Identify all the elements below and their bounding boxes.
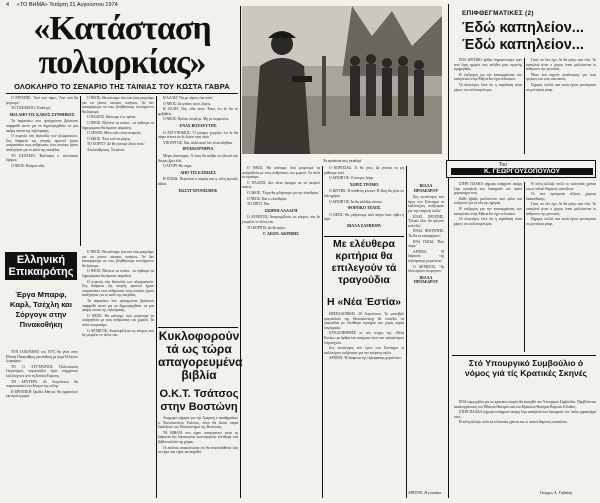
subhead: ΦΟΙΝΙΚΟ ΤΕΛΟΣ [347,205,381,211]
paragraph: ΤΟΝ ΙΑΝΟΥΑΡΙΟ του 1975, θα γίνει στην Εθνική Πινακοθήκη μια έκθεση με έργα Ελλήνων ζωγράφων. [6,350,78,364]
paragraph: Μέρες διασποράς. Ο λαός θα ανέβει στο βουνό και θα μας βρει εδώ. [158,153,238,163]
paragraph: Ο ΝΕΟΣ: Κόσμου εδώ. [11,163,46,168]
paragraph: Σήμερα, πολλά από αυτά έχουν μετατραπεί σε μοντέρνα μπαρ. [526,82,596,92]
paragraph: Γιατί, αν δεν έχω, δε θα φύγω από εδώ. Το καπηλειό ήταν ο χώρος όπου μαζεύονταν οι άνθρωποι της γειτονιάς. [526,202,596,216]
paragraph: Τα παρακάτω που προέρχονται βρίσκουν παραμύθι αυτοί για να δημιουργηθούν σε μια ακόμη ταινία της τηλεόρασης. [6,119,78,133]
paragraph: Ο ΚΟΡΙΤΣΑΣ: Τι θα γίνει; Δε γίνεται να μη μάθουμε ποτέ. [324,166,404,175]
paragraph: ΤΟ Ο ΣΥΓΧΡΟΝΟΣ Πολιτιστικός Οργανισμός παρουσιάζει έργα σύγχρονων καλλιτεχνών από τη Δυτική Ευρώπη. [6,364,78,378]
paragraph: Ο στρατός στη δυσκολία των αξιωματικών. Στη διάρκεια της σκηνής αρκετοί έχουν υπερασπίσει τους ανθρώπους τους οποίους έχουν αναζητήσει για το καλό της πατρίδας. [6,134,78,152]
paragraph: ΣΤΗΝ ΠΛΑΚΑ σήμερα υπάρχουν ακόμη λίγα καπηλειά που διατηρούν τον παλιό χαρακτήρα τους. [454,182,522,196]
paragraph: Ο ΝΕΟΣ: Θα κάνουμε όσο και όσα μπορούμε για να γίνουν κάποιες κινήσεις. Αν δεν καταφέρουμε να τους βοηθήσουμε τουλάχιστον θα ξέρουμε. [82,250,154,268]
paragraph: Ο ΙΔΙΟΣ: 'Έτσι εσύ να φύγεις.' [87,136,132,141]
byline-name: Κ. ΓΕΩΡΓΟΥΣΟΠΟΥΛΟΥ [451,168,593,175]
paragraph: Η πόλη άλλαξε πολύ τα τελευταία χρόνια και οι παλιοί θαμώνες σπανίζουν. [526,182,596,191]
paragraph: ΤΟ ΣΧΟΛΕΙΟ: 'Καλύτερα ο τελευταίος δρόμος.' [6,153,78,163]
paragraph: Ο ΠΑΛΙΟΣ: Κάνουμε ό,τι πρέπει. [87,115,137,120]
paragraph: ΕΝΑΣ ΕΡΓΑΤΗΣ: 'Τελικά όλοι θα φύγουν από εδώ.' [408,214,444,228]
lead-column-2 [82,96,154,246]
subhead: ΧΩΡΙΣ ΤΡΟΜΟ [349,181,379,187]
divider [452,355,596,356]
paragraph: ΤΟ ΤΑΞΙΜΑΤΟ: 'Καλά μη.' [11,106,52,111]
masthead-date: «ΤΟ ΒΗΜΑ» Τετάρτη 21 Αυγούστου 1974 [16,2,118,8]
paragraph: Ο ΑΓΟΡΙ: Θα πάμε; [163,164,193,169]
page-number: 4 [6,2,10,8]
paragraph: ΤΗ ΔΕΥΤΕΡΑ 26 Αυγούστου θα παρουσιαστεί στο θέατρο της πόλης. [6,379,78,389]
lead-title-line2: πολιορκίας» [38,44,206,81]
paragraph: Ο ΑΡΧΗΓΟΣ: Δε θα αλλάξει τίποτα. [329,199,383,204]
paragraph: ΚΥΚΛΟΦΟΡΗΣΕ το νέο τεύχος της «Νέας Εστίας» με άρθρα και ποιήματα νέων και παλαιότερων λογοτεχνών. [324,331,404,345]
side-article-title: Έργα Μπαρφ, Καρλ, Τσέχλη και Σόργογκ στην Πινακοθήκη [10,290,72,329]
side-article-body [6,350,78,498]
paragraph: Οι ιδιοκτήτες λένε ότι η παράδοση είναι μέρος του πολιτισμού μας. [454,82,522,92]
paragraph: ΕΝΑ ΚΡΙΤΙΚΟ άρθρο δημοσιεύτηκε πριν από λίγες ημέρες στις σελίδες μιας πρωινής εφημερίδας. [454,58,522,72]
epif-byline [446,160,596,178]
paragraph: Ο ΝΕΟΣ: Και τι ελευθερία; [247,196,287,201]
paragraph: ΥΠΟΥΡΓΟΣ: Ναι, αλλά αυτό δεν είναι αλήθεια. [163,140,234,145]
soldiers-photo-image [242,6,442,154]
lead-title-line1: «Κατάσταση [33,10,211,47]
middle-column [408,182,444,498]
paragraph: Στη συνάντηση που έγινε στο Σύνταγμα οι καλλιτέχνες συζήτησαν για την επόμενη σεζόν. [324,346,404,355]
paragraph: Ο ΝΕΟΣ: Θα μιλήσουμε πάλι αύριο όταν έρθει η ώρα. [324,212,404,222]
songs-body [324,312,404,498]
lead-subtitle: ΟΛΟΚΛΗΡΟ ΤΟ ΣΕΝΑΡΙΟ ΤΗΣ ΤΑΙΝΙΑΣ ΤΟΥ ΚΩΣΤΑ ΓΑΒΡΑ [14,82,230,91]
paragraph: Ο ΝΕΟΣ: Θα κάνουμε όσο και όσα μπορούμε για να γίνουν κάποιες κινήσεις. Αν δεν καταφέρουμε να τους βοηθήσουμε τουλάχιστον θα ξέρουμε. [82,96,154,114]
lead-column-5 [324,166,404,234]
paragraph: ΕΝΑ ΠΑΙΔΙ: 'Πού πάμε;' [408,239,444,249]
column-rule [448,4,449,498]
subhead: ΕΚΣΥΓΧΡΟΝΙΣΜΟΣ [178,187,218,193]
paragraph: Στη συνάντηση που έγινε στο Σύνταγμα οι καλλιτέχνες συζήτησαν για την επόμενη σεζόν. [408,195,444,213]
paragraph: Η συζήτηση για την επανεμφάνιση των καπηλειών στην Αθήνα δεν έχει τελειώσει. [454,72,522,82]
epif-title [462,20,596,54]
epif-section-label: ΕΠΙΦΘΕΓΜΑΤΙΚΕΣ (2) [462,10,534,17]
subhead: ΣΚΗΝΗ ΑΛΛΑΓΗ [264,207,298,213]
paragraph: Γιατί, αν δεν έχω, δε θα φύγω από εδώ. Το καπηλειό ήταν ο χώρος όπου μαζεύονταν οι άνθρωποι της γειτονιάς. [526,58,596,72]
paragraph: ΘΕΣΣΑΛΟΝΙΚΗ, 20 Αυγούστου. Το φεστιβάλ τραγουδιού της Θεσσαλονίκης θα επιλέξει τα τραγούδια με ελεύθερα κριτήρια και χωρίς καμία λογοκρισία. [324,312,404,330]
paragraph: ΤΟ ΧΟΡΤΟ: 'Δε θα γίνουμε ξένοι ποτέ.' [87,142,145,147]
paragraph: ΕΝΑ νομοσχέδιο για τις κρατικές σκηνές θα εισαχθεί στο Υπουργικό Συμβούλιο. Προβλέπεται αναδιοργάνωση του Εθνικού Θεάτρου και του Κρατικού Θεάτρου Βορείου Ελλάδος. [454,400,596,409]
paragraph: Ο ΝΕΟΣ: Βλέπετε τα σπίτια... αν έρθουμε τα ξημερώματα θα είμαστε ασφαλείς. [82,120,154,130]
paragraph: Ο ΑΣΤΥΝΟΜΟΣ: 'Ο κόσμος γνωρίζει ότι δε θα πάρει τίποτα αν δε δώσει κάτι πίσω.' [158,130,238,140]
subhead: ΜΙΑ ΑΠΟ ΤΙΣ ΚΑΚΕΣ ΣΥΝΘΗΚΕΣ [9,111,75,117]
paragraph: Ήταν ένα σημείο συνάντησης για τους εργάτες και τους ναυτικούς. [526,72,596,82]
minister-headline: Στό Υπουργικό Συμβούλιο ό νόμος γιά τίς Κρατικές Σκηνές [464,358,588,378]
epif-title-line1: Έδώ καπηλείον... [462,20,584,36]
paragraph: Αναχωρεί σήμερα για την Αμερική ο ακαδημαϊκός κ. Κωνσταντίνος Τσάτσος, όπου θα δώσει σειρά διαλέξεων στο Πανεπιστήμιο της Βοστώνης. [158,416,238,430]
paragraph: Ο ΚΡΙΤΗΣ: Η υπόθεση κλείνει. Η δίκη θα γίνει σε δύο ημέρες. [324,189,404,198]
subhead: ΒΙΛΛΑ ΣΑΜΠΟΡΑ [347,222,381,228]
epif-body-below-left [454,182,522,354]
paragraph: Ο ΝΕΟΣ: Θα κάνουμε όσα μπορούμε να συζητηθούν με τους ανθρώπους του χωριού. Τα όπλα τα κρατάμε. [242,166,320,180]
paragraph: Ο ΑΡΧΗΓΟΣ: Αναγνωρίζεται ως κόσμος που δε γνωρίζει το τέλος του. [242,215,320,224]
paragraph: Η ΠΑΝΩ: Περνούσε ο καιρός και η πόλη έμοιαζε άδεια. [158,177,238,186]
paragraph: ΤΟ ΣΠΙΤΙ: Ναι. [247,202,271,207]
paragraph: Ο ΕΡΓΑΤΗΣ: 'Από πού πάμε; 'Από πού θα φύγουμε;' [6,96,78,105]
paragraph: ΑΡΧΕΙΟ: 'Η διάρκεια της τηλεόρασης μεγαλώνει.' [329,356,403,361]
epif-title-line2: Έδώ καπηλείον... [462,37,584,53]
paragraph: ΕΝΑΣ ΦΟΙΤΗΤΗΣ: 'Δε θα τα καταφέρουν.' [408,229,444,238]
column-rule [240,6,241,498]
paragraph: Τα παρακάτω που προέρχονται βρίσκουν παραμύθι αυτοί για να δημιουργηθούν σε μια ακόμη ταινία της τηλεόρασης. [82,298,154,313]
subhead: ΒΙΛΛΑ ΠΡΟΔΕΔΡΟΥ [413,183,439,193]
divider [6,93,238,94]
signature: Γ. ΛΕΩΝ. ΑΚΡΙΒΗΣ [263,231,299,237]
paragraph: Απελευθέρωση. Τα πάντα. [87,147,126,152]
paragraph: Ο ΑΡΧΗΓΟΣ: Ο κόσμος ξέρει. [329,176,375,181]
subhead: ΙΡΟΣΚΟΡΤΗΡΙΑ [182,146,214,152]
minister-body [454,400,596,486]
side-section-label: Ελληνική Επικαιρότης [5,252,77,280]
paragraph: ΤΑ ΒΙΒΛΙΑ που είχαν απαγορευτεί κατά τη διάρκεια της δικτατορίας κυκλοφορούν ελεύθερα στα βιβλιοπωλεία της χώρας. [158,430,238,444]
footer-signature-left: ΑΡΓΙΟΝ: Η γυναίκα. [408,490,442,495]
footer-signature-right: Γιώργος Α. Γαβαλάς [540,490,573,495]
paragraph: Ο ΑΡΧΗΓΟΣ: 'Τα ξένα πρέπει να φύγουν.' [408,264,444,274]
paragraph: Οι ιδιοκτήτες λένε ότι η παράδοση είναι μέρος του πολιτισμού μας. [454,217,522,226]
lead-column-1 [6,96,78,246]
paragraph: Ο ΝΕΟΣ: Πρέπει να φύγω. Μη με περιμένεις. [163,117,230,122]
paragraph: Ο στρατός στη δυσκολία των αξιωματικών. Στη διάρκεια της σκηνής αρκετοί έχουν υπερασπίσει τους ανθρώπους τους οποίους έχουν αναζητήσει για το καλό της πατρίδας. [82,279,154,298]
songs-headline: Με ελέυθερα κριτήρια θα επιλεγούν τά τραγούδια [331,238,397,286]
column-rule [80,96,81,246]
paragraph: Ο ΝΕΟΣ: Βλέπετε τα σπίτια... αν έρθουμε τα ξημερώματα θα είμαστε ασφαλείς. [82,269,154,278]
lead-column-4 [242,166,320,496]
subhead: ΑΠΟ ΤΙΣ ΕΛΠΙΔΕΣ [180,169,216,175]
epif-body-below-right [526,182,596,354]
paragraph: ΣΤΗΝ ΠΛΑΚΑ σήμερα υπάρχουν ακόμη λίγα καπηλειά που διατηρούν τον παλιό χαρακτήρα τους. [454,410,596,419]
column-rule [524,58,525,154]
byline-prefix: Του [499,162,508,168]
news-photo [242,6,442,154]
divider [324,236,404,237]
epif-body-right [526,58,596,156]
tsatsos-headline: Ο.Κ.Τ. Τσάτσος στην Βοστώνη [159,388,239,413]
paragraph: Οι εκδότες ανακοίνωσαν ότι θα επανεκδοθούν όλα τα έργα που είχαν κατασχεθεί. [158,445,238,455]
paragraph: Η συζήτηση για την επανεμφάνιση των καπηλειών στην Αθήνα δεν έχει τελειώσει. [454,206,522,216]
paragraph: Ο ΝΕΟΣ: Θα κάνουμε όσα μπορούμε να συζητηθούν με τους ανθρώπους του χωριού. Τα όπλα τα κρατάμε. [82,313,154,327]
subhead: ΒΙΛΛΑ ΠΡΟΔΕΔΡΟΥ [413,274,439,285]
lead-column-3 [158,96,238,324]
divider [158,327,238,328]
column-rule [156,96,157,498]
subhead: ΕΝΑΣ ΒΟΥΛΕΥΤΗΣ [179,122,217,128]
tsatsos-body [158,416,238,498]
paragraph: Ο ΠΑΛΙΟΣ: Δεν είναι όμορφο να τα σκεφτεί κανείς. [242,180,320,190]
paragraph: Οι νέοι προτιμούν άλλους χώρους διασκέδασης. [526,192,596,201]
nea-estia-headline: Η «Νέα Έστία» [326,296,402,308]
paragraph: Σήμερα, πολλά από αυτά έχουν μετατραπεί σε μοντέρνα μπαρ. [526,217,596,226]
paragraph: ΤΟ ΚΟΡΙΤΣΙ: Δε θα φύγω. [247,225,286,230]
paragraph: Η πόλη άλλαξε πολύ τα τελευταία χρόνια και οι παλιοί θαμώνες σπανίζουν. [459,420,568,425]
paragraph: Ο ΝΕΟΣ: Δε φτάνει αυτό, ξέρεις. [163,101,212,106]
photo-caption: Τα εγκαίνια στις γκαλερί [322,158,362,163]
column-rule [524,182,525,352]
paragraph: Ο ΙΔΙΟΣ: 'Τώρα θα μιλήσουμε για την ελευθερία.' [247,190,320,195]
lead-title [6,12,238,80]
column-rule [322,166,323,498]
epif-body-left [454,58,522,156]
paragraph: Ο ΑΡΧΗΓΟΣ: Αναγνωρίζεται ως κόσμος που δε γνωρίζει το τέλος του. [82,328,154,338]
paragraph: ΑΡΧΕΙΟ: 'Η διάρκεια της τηλεόρασης μεγαλώνει.' [408,249,444,263]
paragraph: Η ΑΛΛΗ: Ναι, είδα αυτό. Είπες ότι δε θα το φοβηθείς. [158,107,238,116]
books-headline: Κυκλοφορούν τά ως τώρα απαγορευμένα βιβλία [158,329,243,382]
paragraph: Η ΕΡΓΑΤΙΚΗ Ομάδα Αθηνών θα εμφανιστεί για πρώτη φορά. [6,389,78,399]
lead-column-2b [82,250,154,498]
paragraph: Η ΑΛΛΗ: 'Να με πάρεις ένα σπίτι.' [163,96,214,100]
paragraph: Κάθε βράδυ μαζεύονται εκεί φίλοι και συζητούν για τα νέα της ημέρας. [454,196,522,206]
paragraph: Ο ΞΕΝΟΣ: Μόνο κάτι είναι ασφαλές. [87,131,142,136]
column-rule [406,166,407,498]
